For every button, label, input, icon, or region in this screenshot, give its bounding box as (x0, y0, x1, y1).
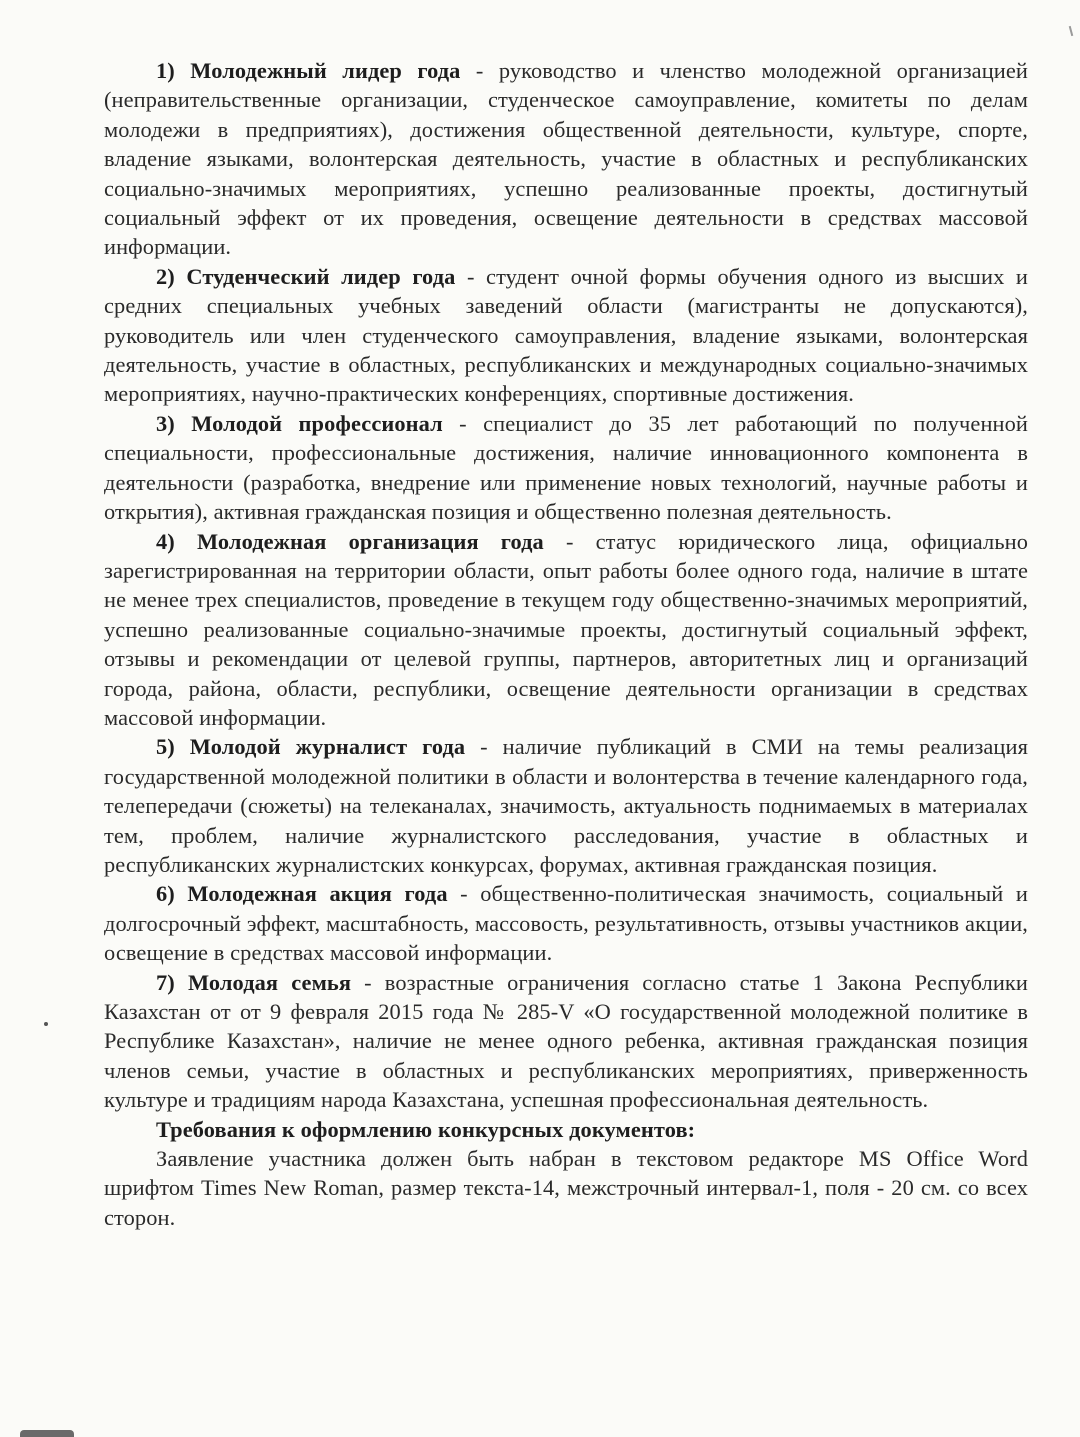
scan-dot-mark (44, 1022, 48, 1026)
requirements-text: Заявление участника должен быть набран в текстовом редакторе MS Office Word шрифтом Times New Roman, размер текста-14, межстрочный интервал-1, поля - 20 см. со всех сторон. (104, 1146, 1028, 1230)
scan-corner-mark (1069, 26, 1074, 36)
nomination-title: 2) Студенческий лидер года (156, 263, 456, 289)
scan-bottom-mark (20, 1430, 74, 1437)
nomination-title: 6) Молодежная акция года (156, 881, 448, 907)
requirements-heading: Требования к оформлению конкурсных документов: (156, 1116, 696, 1142)
nomination-description: - руководство и членство молодежной организацией (неправительственные организации, студенческое самоуправление, комитеты по делам молодежи в предприятиях), достижения общественной деятельности, культуре, спорте, владение языками, волонтерская деятельность, участие в областных и республиканских социально-значимых мероприятиях, успешно реализованные проекты, достигнутый социальный эффект от их проведения, освещение деятельности в средствах массовой информации. (104, 58, 1029, 260)
nomination-item (104, 968, 1028, 1115)
nomination-description: - студент очной формы обучения одного из высших и средних специальных учебных заведений области (магистранты не допускаются), руководитель или член студенческого самоуправления, владение языками, волонтерская деятельность, участие в областных, республиканских и международных социально-значимых мероприятиях, научно-практических конференциях, спортивные достижения. (104, 263, 1028, 407)
document-page (104, 56, 1028, 1232)
nomination-description: - специалист до 35 лет работающий по полученной специальности, профессиональные достижения, наличие инновационного компонента в деятельности (разработка, внедрение или применение новых технологий, научные работы и открытия), активная гражданская позиция и общественно полезная деятельность. (104, 410, 1028, 525)
nomination-item (104, 732, 1028, 879)
nomination-description: - общественно-политическая значимость, социальный и долгосрочный эффект, масштабность, массовость, результативность, отзывы участников акции, освещение в средствах массовой информации. (104, 881, 1028, 966)
nomination-description: - наличие публикаций в СМИ на темы реализация государственной молодежной политики в области и волонтерства в течение календарного года, телепередачи (сюжеты) на телеканалах, значимость, актуальность поднимаемых в материалах тем, проблем, наличие журналистского расследования, участие в областных и республиканских журналистских конкурсах, форумах, активная гражданская позиция. (104, 734, 1028, 877)
nomination-description: - статус юридического лица, официально зарегистрированная на территории области, опыт работы более одного года, наличие в штате не менее трех специалистов, проведение в текущем году общественно-значимых мероприятий, успешно реализованные социально-значимые проекты, достигнутый социальный эффект, отзывы и рекомендации от целевой группы, партнеров, авторитетных лиц и организаций города, района, области, республики, освещение деятельности организации в средствах массовой информации. (104, 528, 1029, 730)
nomination-item (104, 262, 1028, 409)
nomination-title: 3) Молодой профессионал (156, 410, 443, 436)
nomination-title: 5) Молодой журналист года (156, 734, 466, 760)
nomination-item (104, 56, 1028, 262)
nomination-title: 4) Молодежная организация года (156, 528, 544, 554)
nomination-item (104, 409, 1028, 527)
nomination-item (104, 879, 1028, 967)
nomination-title: 7) Молодая семья (156, 969, 352, 995)
nomination-item (104, 527, 1028, 733)
nomination-title: 1) Молодежный лидер года (156, 58, 461, 83)
nomination-description: - возрастные ограничения согласно статье 1 Закона Республики Казахстан от от 9 февраля 2015 года № 285-V «О государственной молодежной политике в Республике Казахстан», наличие не менее одного ребенка, активная гражданская позиция членов семьи, участие в областных и республиканских мероприятиях, приверженность культуре и традициям народа Казахстана, успешная профессиональная деятельность. (104, 969, 1028, 1113)
